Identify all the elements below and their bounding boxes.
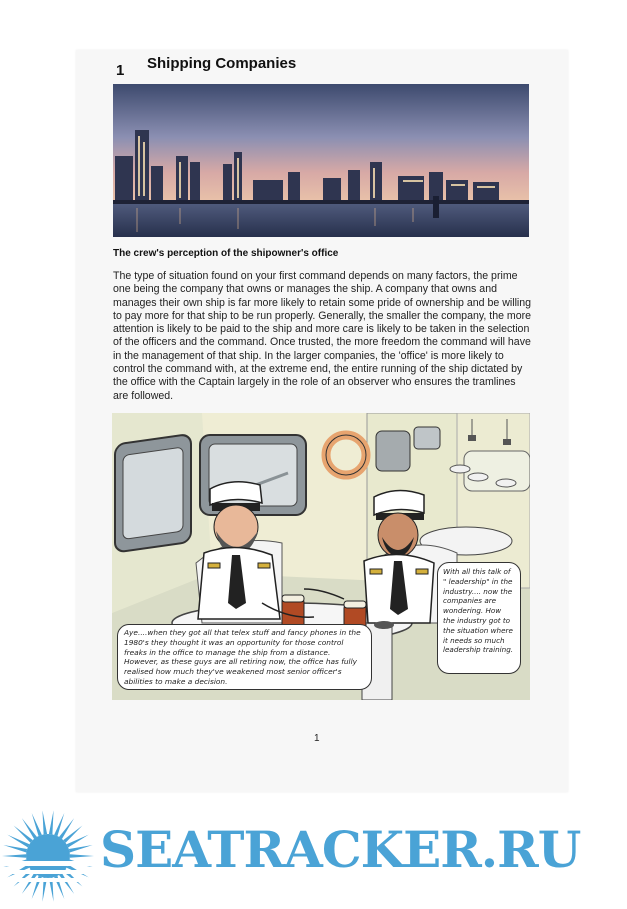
speech-bubble-right: With all this talk of " leadership" in the industry.... now the companies are wondering. How the industry got to the situation where it needs so much leadership training. — [437, 562, 521, 674]
city-skyline-photo — [113, 84, 529, 237]
sun-ray-icon — [49, 810, 54, 834]
sun-ray-icon — [70, 854, 94, 858]
sun-ray-icon — [3, 845, 27, 852]
section-caption: The crew's perception of the shipowner's office — [113, 248, 339, 259]
footer-brand-logo — [0, 808, 627, 904]
body-paragraph: The type of situation found on your first command depends on many factors, the prime one being the company that owns or manages the ship. A company that owns and manages their own ship is far more likely to retain some pride of ownership and be willing to pay more for that ship to be run properly. Generally, the smaller the company, the more attention is likely to be paid to the ship and more care is likely to be taken in the selection of the officers and the command. Once trusted, the more freedom the command will have in the management of that ship. In the larger companies, the 'office' is more likely to control the command with, at the extreme end, the entire running of the ship dictated by the office with the Captain largely in the role of an observer who ensures the tramlines are followed. — [113, 270, 532, 402]
skyline-illustration — [113, 84, 529, 237]
sun-ray-icon — [2, 854, 26, 858]
footer-brand-text: SEATRACKER.RU — [100, 820, 581, 879]
speech-bubble-left: Aye....when they got all that telex stuff and fancy phones in the 1980's they thought it was an opportunity for those control freaks in the office to manage the ship from a distance. However, as these guys are all retiring now, the office has fully realised how much they've weakened most senior officer's abilities to make a decision. — [117, 624, 372, 690]
chapter-title: Shipping Companies — [147, 55, 297, 72]
chapter-number: 1 — [116, 62, 125, 79]
page-number: 1 — [314, 733, 320, 744]
sun-ray-icon — [69, 845, 93, 852]
sun-ray-icon — [42, 810, 47, 834]
